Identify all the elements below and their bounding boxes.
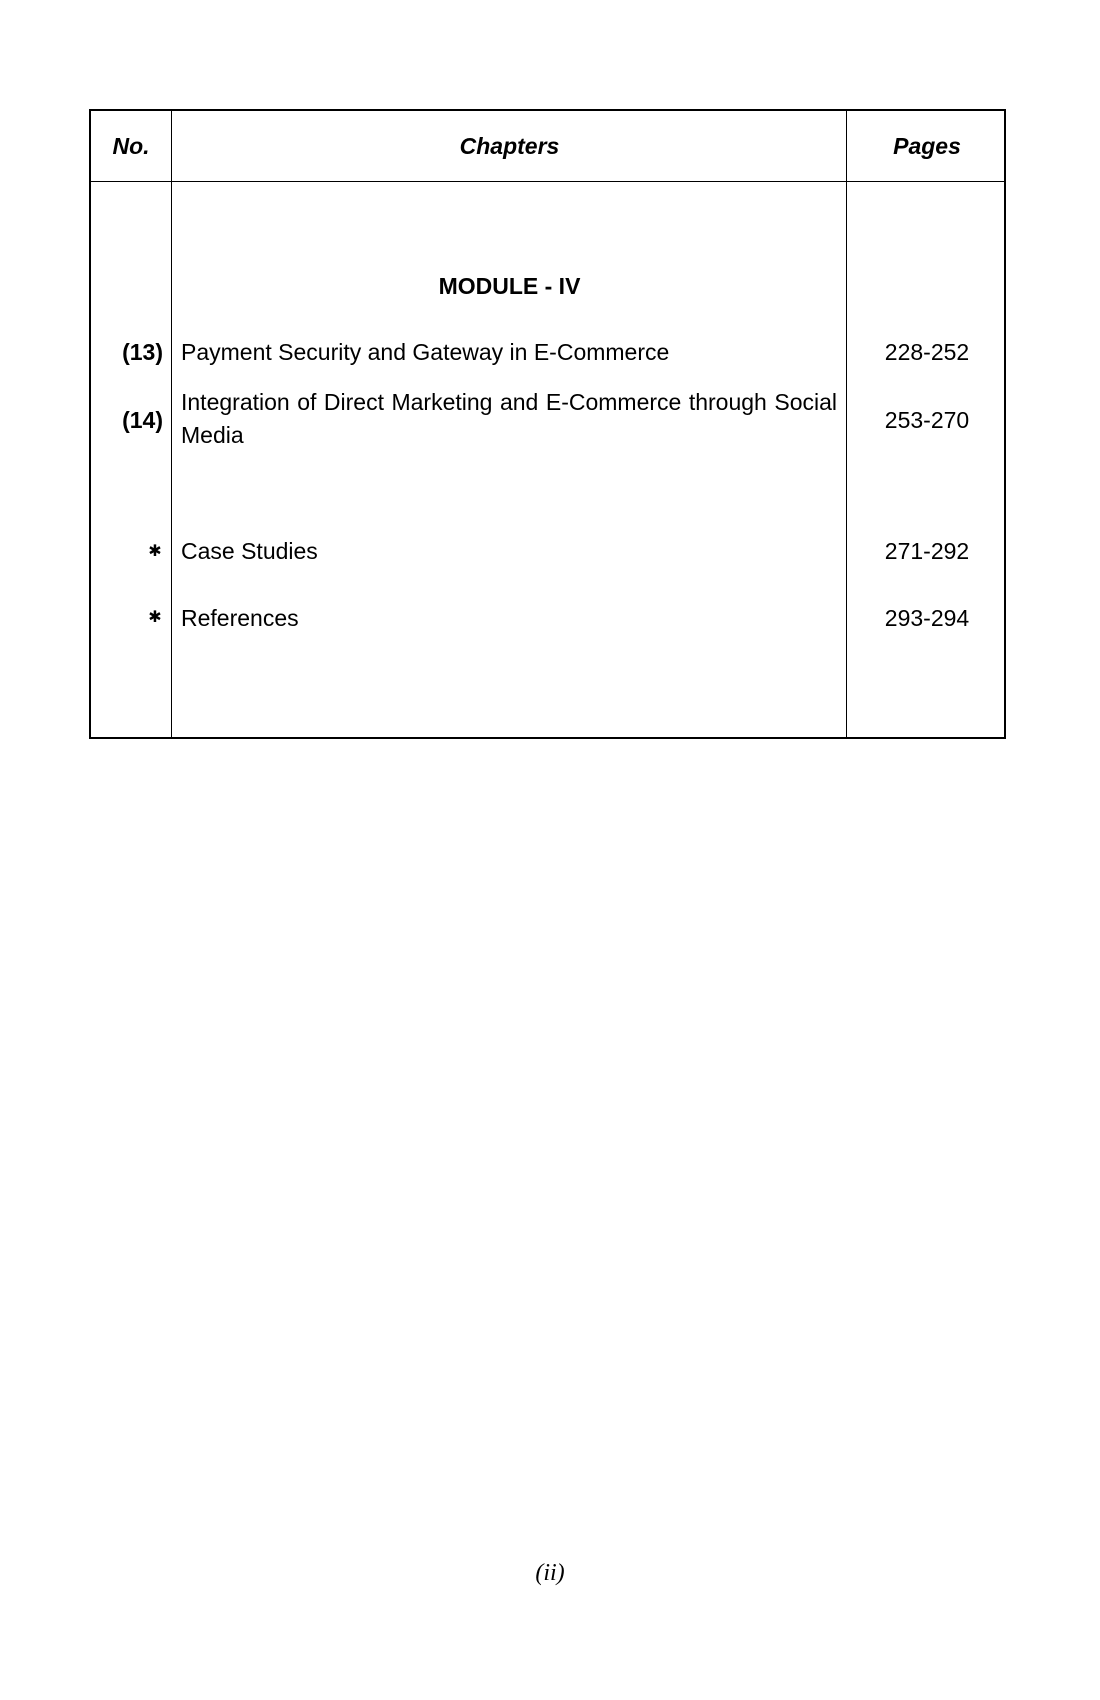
chapter-pages: 253-270 (884, 407, 970, 433)
chapter-title: Payment Security and Gateway in E-Commerce (181, 339, 670, 365)
page-number: (ii) (535, 1560, 565, 1586)
module-heading: MODULE - IV (438, 273, 581, 299)
chapter-title: Integration of Direct Marketing and E-Commerce through Social Media (181, 389, 837, 448)
section-title: Case Studies (181, 538, 318, 564)
asterisk-bullet-icon: ✱ (148, 609, 162, 626)
chapter-pages: 228-252 (884, 339, 970, 365)
header-no: No. (112, 133, 150, 159)
chapter-number: (13) (122, 339, 163, 365)
section-pages: 271-292 (884, 538, 970, 564)
column-divider (171, 111, 172, 737)
asterisk-bullet-icon: ✱ (148, 543, 162, 560)
header-chapters: Chapters (459, 133, 560, 159)
column-divider (846, 111, 847, 737)
header-pages: Pages (893, 133, 961, 159)
section-title: References (181, 605, 299, 631)
section-pages: 293-294 (884, 605, 970, 631)
chapter-number: (14) (122, 407, 163, 433)
contents-table (89, 109, 1006, 739)
header-rule (91, 181, 1004, 182)
